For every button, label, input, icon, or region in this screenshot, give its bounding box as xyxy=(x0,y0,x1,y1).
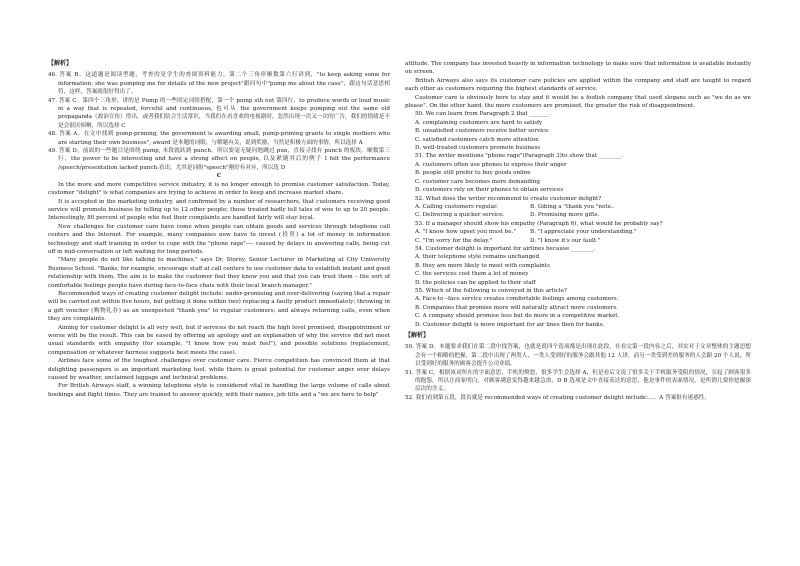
question-stem: 55. Which of the following is conveyed in this article? xyxy=(415,287,567,294)
question-50 xyxy=(405,110,751,152)
question-stem: 52. What does the writer recommend to create customer delight? xyxy=(415,195,602,202)
passage-paragraph-10: Customer care is obviously here to stay and it would be a foolish company that used slogans such as "we do as we please". On the other hand, the more customers are promised, the greater the risk of disappointment. xyxy=(405,94,751,110)
option-c: C. the services cost them a lot of money xyxy=(415,271,529,278)
question-stem: 51. The writer mentions "phone rage"(Paragraph 3)to show that ________. xyxy=(415,153,624,160)
option-row xyxy=(405,228,751,236)
option-c: C. "I'm sorry for the delay." xyxy=(415,237,493,244)
option-d: D. "I know it's our fault." xyxy=(530,237,601,244)
answer-48: 48. 答案 A。在文中找到 pump-priming, the government is awarding small, pump-priming grants to single mothers who are starting their own business", award 是本题的词眼，与解题有关，说到奖励，当然是积极方面的事情，所以选择 A xyxy=(48,131,390,146)
answer-47: 47. 答案 C。第四个三角形，讲的是 Pump 的一些固定词组搭配，第一个 pump sth out 第四行，to produce words or loud music in a way that is repeated, forceful and continuous, 也可从 the government keeps pumping out the same old propaganda（政治宣传）得出，或者我们结合生活常识，当我们在看喜欢的电视剧时，忽然出现一次又一次的广告，我们的情绪是不是会很厌烦啊，所以选择 C xyxy=(48,97,390,129)
question-51 xyxy=(405,152,751,194)
question-53 xyxy=(405,220,751,245)
option-d: D. the policies can be applied to their staff xyxy=(415,279,536,286)
option-b: B. they are more likely to meet with complaints xyxy=(415,262,550,269)
analysis-heading: 【解析】 xyxy=(48,60,73,67)
left-column xyxy=(48,60,390,399)
passage-paragraph-8: For British Airways staff, a winning telephone style is considered vital in handling the large volume of calls about bookings and flight times. They are trained to answer quickly, with their names, job title and a "we are here to help" xyxy=(48,383,390,398)
passage-paragraph-7: Airlines face some of the toughest challenges over customer care. Fierce competition has convinced them at that delighting passengers is an important marketing tool, while there is great potential for customer anger over delays caused by weather, unclaimed luggage and technical problems. xyxy=(48,358,390,382)
option-c: C. A company should promise less but do more in a competitive market. xyxy=(415,313,620,320)
option-d: D. well-treated customers promote business xyxy=(415,145,541,152)
option-c: C. satisfied customers catch more attention xyxy=(415,136,539,143)
option-a: A. customers often use phones to express their anger xyxy=(415,161,567,168)
option-d: D. Customer delight is more important for air lines then for banks. xyxy=(415,321,605,328)
question-52 xyxy=(405,195,751,220)
question-stem: 53. If a manager should show his empathy (Paragraph 6), what would he probably say? xyxy=(415,220,663,227)
passage-paragraph-2: It is accepted in the marketing industry, and confirmed by a number of researchers, that customers receiving good service will promote business by telling up to 12 other people; those treated badly tell tales of woe to up to 20 people. Interestingly, 80 percent of people who feel their complaints are handled fairly will stay loyal. xyxy=(48,198,390,222)
option-row xyxy=(405,237,751,245)
passage-paragraph-3: New challenges for customer care have come when people can obtain goods and services through telephone call centers and the Internet. For example, many companies now have to invest (投资) a lot of money in information technology and staff training in order to cope with the "phone rage"---- caused by delays in answering calls, being cut off in mid-conversation or left waiting for long periods. xyxy=(48,223,390,255)
answer-46: 46. 答案 B。这道题是阅读型题，考查的是学生的查阅资料能力。第二个三角形顺数第六行讲到，"to keep asking some for information: she was pumping me for details of the new project"跟问句中"pump me about the case"，跟这句话意思相符，这样，答案就很好得出了。 xyxy=(48,72,390,96)
passage-paragraph-9: British Airways also says its customer care policies are applied within the company and staff are taught to regard each other as customers requiring the highest standards of service. xyxy=(405,77,751,93)
question-54 xyxy=(405,245,751,287)
option-b: B. Gibing a "thank you "note.. xyxy=(530,203,615,210)
passage-paragraph-8-end: attitude. The company has invested heavily in information technology to make sure that information is available instantly on screen. xyxy=(405,61,751,76)
passage-paragraph-1: In the more and more competitive service industry, it is no longer enough to promise customer satisfaction. Today, customer "delight" is what companies are trying to achieve in order to keep and increase market share. xyxy=(48,181,390,197)
answer-49: 49. 答案 D。前面的一些题目是围绕 pump, 本段就跃到 punch。所以要毫无疑问地跳过 pun，直接寻找有 punch 的板块。顺数第三行，the power to be interesting and have a strong effect on people, 以及紧随其后的例子 I felt the performance /speech/presentation lacked punch.看出，尤其是词组"speech"刚好有对应，所以选 D xyxy=(48,148,390,171)
option-row xyxy=(405,203,751,211)
option-d: D. Promising more gifts. xyxy=(530,212,600,219)
question-stem: 50. We can learn from Paragraph 2 that _______. xyxy=(415,111,551,118)
option-c: C. customer care becomes more demanding xyxy=(415,178,540,185)
passage-paragraph-4: "Many people do not like talking to machines," says Dr, Storey, Senior Lecturer in Marketing at City University Business School. "Banks, for example, encourage staff at call centers to use customer data to establish instant and good relationship with them. The aim is to make the customer feel they know you and that you can trust them – the sort of comfortable feelings people have during face-to-face chats with their local branch manager." xyxy=(48,257,390,289)
option-b: B. Companies that promise more will naturally attract more customers. xyxy=(415,304,619,311)
option-row xyxy=(405,211,751,219)
analysis-heading-2: 【解析】 xyxy=(405,332,430,339)
question-stem: 54. Customer delight is important for airlines because ________. xyxy=(415,245,596,252)
option-d: D. customers rely on their phones to obtain services xyxy=(415,187,564,194)
answer-51: 51. 答案 C。根据该词所在的字面意思，手机的愤怒，很多学生会选择 A，但是看后文说了很多关于手机服务受阻的情况，引起了顾客很多的抱怨，所以让商家明白，对顾客满意变得越来越急需，D B 选项是文中直接表达的意思，他是事件的表面情况，是所谓几要你挖掘深层次的含义。 xyxy=(405,369,751,393)
answer-50: 50. 答案 D。本题要求我们在第二段中找答案，也就是说四个选项都是出现在此段，在看完第一段内容之后，其实对于文章整体的主题思想会有一个粗略的把握，第二段中出现了两类人，一类人受到好的服务会跟其他 12 人讲，而另一类受到差的服务的人会跟 20 个人说，所以受到好的服务的顾客会提升公司业绩。 xyxy=(405,344,751,368)
option-a: A. their telephone style remains unchanged xyxy=(415,254,540,261)
option-c: C. Delivering a quicker service. xyxy=(415,212,505,219)
option-b: B. "I appreciate your understanding." xyxy=(530,229,637,236)
section-title: C xyxy=(216,173,222,180)
question-55 xyxy=(405,287,751,329)
passage-paragraph-6: Aiming for customer delight is all very well, but if services do not reach the high level promised, disappointment or worse will be the result. This can be eased by offering an apology and an explanation of why the service did not meet usual standards with empathy (for example, "I know how you must feel"), and possible solutions (replacement, compensation or whatever fairness suggests best meets the case). xyxy=(48,324,390,356)
option-a: A. Face-to –face service creates comfortable feelings among customers. xyxy=(415,296,619,303)
passage-paragraph-5: Recommended ways of creating customer delight include: under-promising and over-delivering (saying that a repair will be carried out within five hours, but getting it done within two) replacing a faulty product immediately; throwing in a gift voucher (购物礼券) as an unexpected "thank you" to regular customers; and always returning calls, even when they are complaints. xyxy=(48,290,390,323)
option-a: A. "I know how upset you must be." xyxy=(415,229,516,236)
option-a: A. complaining customers are hard to satisfy xyxy=(415,119,543,126)
option-b: B. people still prefer to buy goods online xyxy=(415,170,531,177)
right-column xyxy=(405,60,751,402)
option-b: B. unsatisfied customers receive better service xyxy=(415,128,549,135)
answer-52: 52. 我们看到第五段，段首就是 recommended ways of creating customer delight include:…。A 答案很有迷惑性， xyxy=(405,394,710,401)
option-a: A. Calling customers regular. xyxy=(415,203,498,210)
